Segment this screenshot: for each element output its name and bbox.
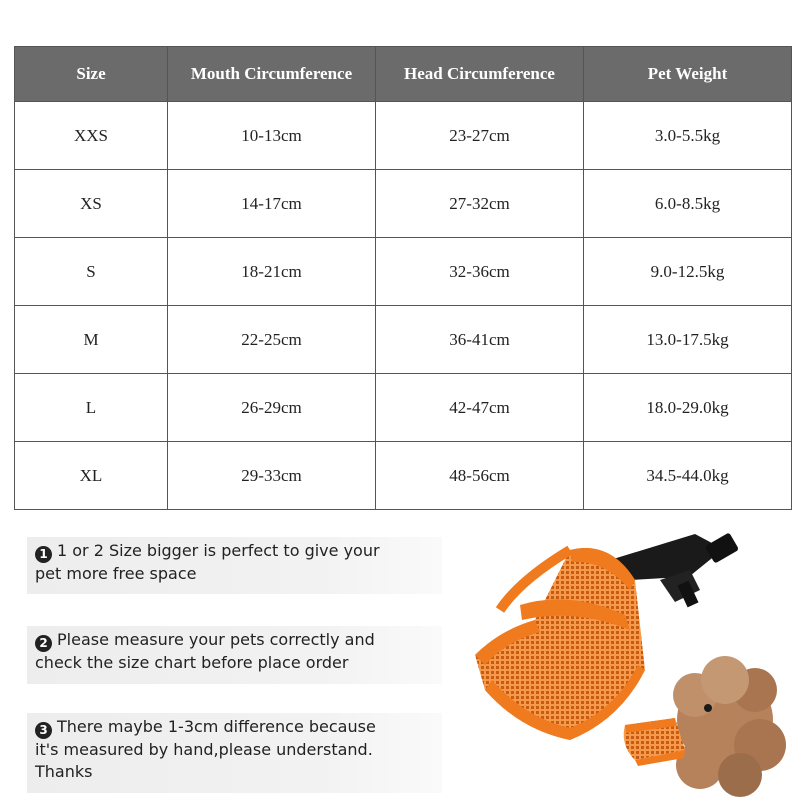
cell-weight: 34.5-44.0kg [584, 442, 792, 510]
note-measure-advice [27, 626, 442, 684]
cell-head: 48-56cm [376, 442, 584, 510]
bullet-number-icon: 2 [35, 635, 52, 652]
bullet-number-icon: 1 [35, 546, 52, 563]
cell-head: 27-32cm [376, 170, 584, 238]
note-line: Please measure your pets correctly and [57, 630, 375, 649]
cell-weight: 18.0-29.0kg [584, 374, 792, 442]
muzzle-icon [475, 548, 645, 740]
cell-mouth: 18-21cm [168, 238, 376, 306]
table-header-row [15, 47, 792, 102]
header-pet-weight: Pet Weight [584, 47, 792, 102]
table-row [15, 238, 792, 306]
table-row [15, 170, 792, 238]
note-line: There maybe 1-3cm difference because [57, 717, 376, 736]
note-difference-advice [27, 713, 442, 793]
cell-size: S [15, 238, 168, 306]
cell-size: XXS [15, 102, 168, 170]
cell-mouth: 22-25cm [168, 306, 376, 374]
header-mouth-circumference: Mouth Circumference [168, 47, 376, 102]
dog-icon [624, 656, 786, 797]
cell-mouth: 26-29cm [168, 374, 376, 442]
table-row [15, 374, 792, 442]
cell-head: 42-47cm [376, 374, 584, 442]
table-row [15, 102, 792, 170]
product-photo [460, 520, 800, 800]
muzzle-illustration [460, 520, 800, 800]
header-head-circumference: Head Circumference [376, 47, 584, 102]
cell-mouth: 14-17cm [168, 170, 376, 238]
cell-mouth: 10-13cm [168, 102, 376, 170]
table-row [15, 442, 792, 510]
note-line: check the size chart before place order [35, 653, 349, 672]
note-line: 1 or 2 Size bigger is perfect to give your [57, 541, 380, 560]
note-line: Thanks [35, 762, 93, 781]
cell-size: L [15, 374, 168, 442]
note-line: pet more free space [35, 564, 197, 583]
table-row [15, 306, 792, 374]
cell-head: 23-27cm [376, 102, 584, 170]
cell-size: XS [15, 170, 168, 238]
cell-head: 32-36cm [376, 238, 584, 306]
bullet-number-icon: 3 [35, 722, 52, 739]
cell-weight: 3.0-5.5kg [584, 102, 792, 170]
cell-head: 36-41cm [376, 306, 584, 374]
cell-size: M [15, 306, 168, 374]
header-size: Size [15, 47, 168, 102]
cell-weight: 6.0-8.5kg [584, 170, 792, 238]
note-size-advice [27, 537, 442, 594]
cell-mouth: 29-33cm [168, 442, 376, 510]
cell-weight: 9.0-12.5kg [584, 238, 792, 306]
size-chart-table [14, 46, 792, 510]
note-line: it's measured by hand,please understand. [35, 740, 373, 759]
cell-weight: 13.0-17.5kg [584, 306, 792, 374]
cell-size: XL [15, 442, 168, 510]
